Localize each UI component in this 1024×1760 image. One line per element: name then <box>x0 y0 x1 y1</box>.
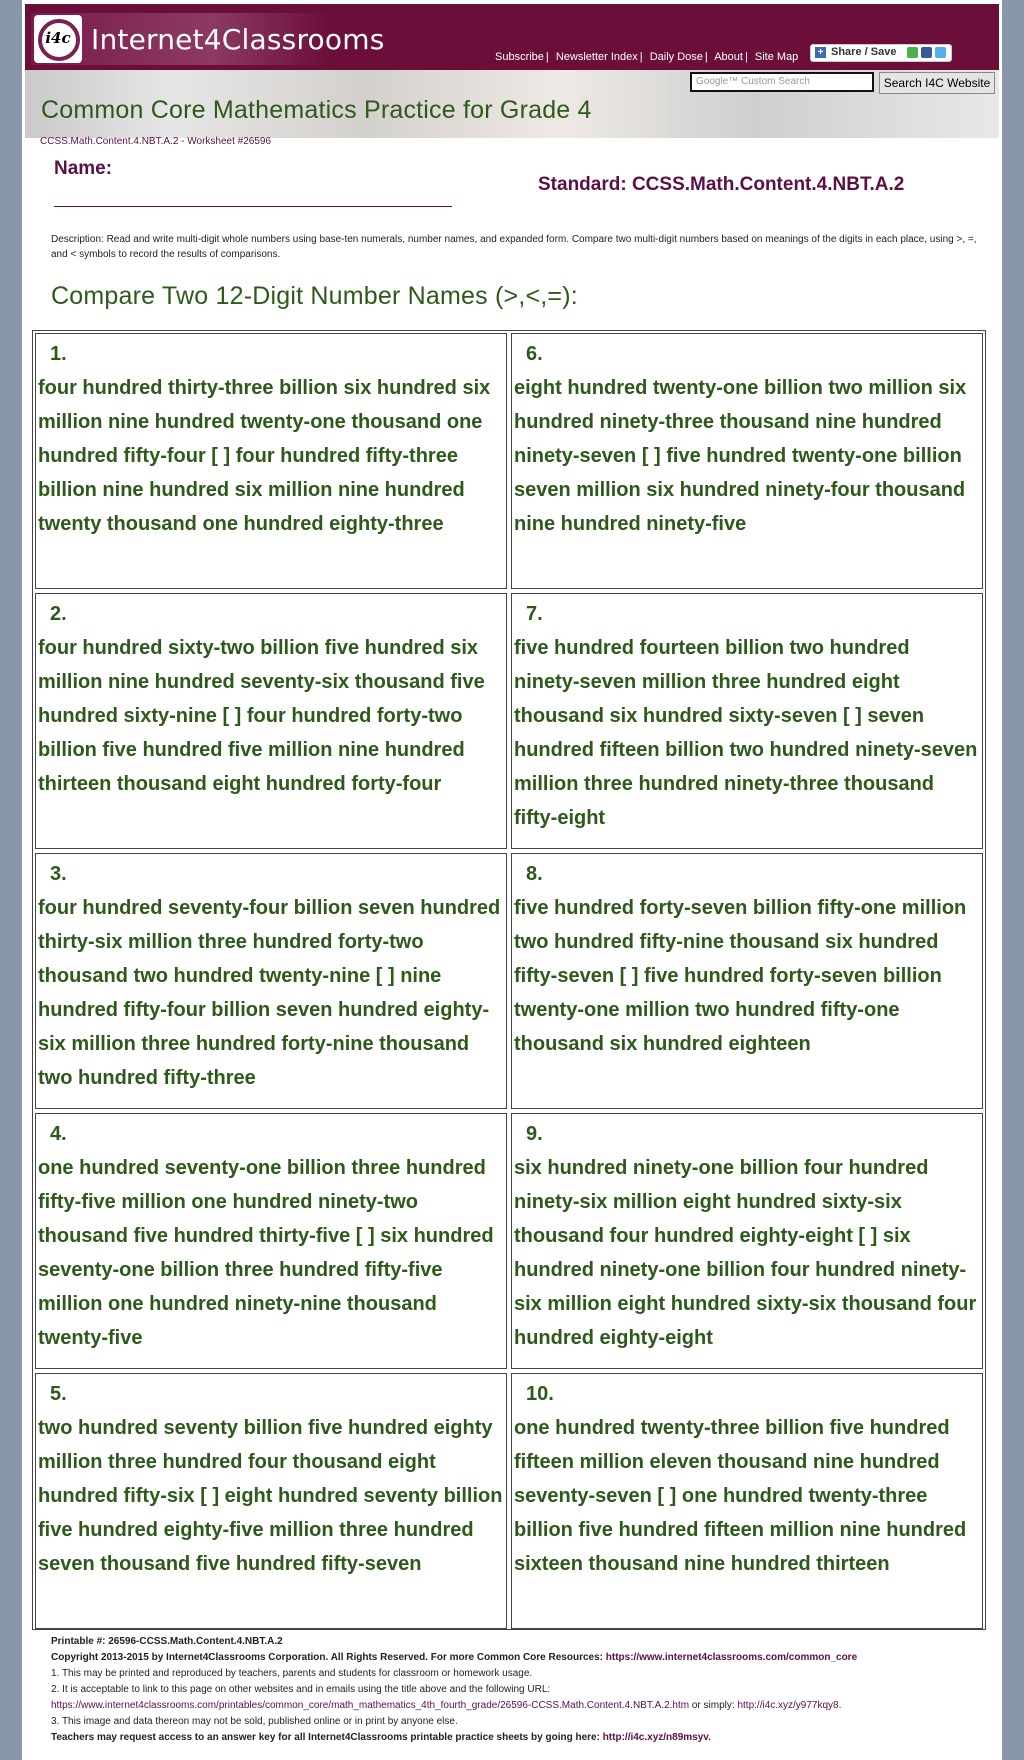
site-logo[interactable] <box>31 13 385 65</box>
search-input[interactable] <box>690 72 874 92</box>
problem-number: 6. <box>526 343 543 365</box>
usage-note-3: 3. This image and data thereon may not be sold, published online or in print by anyone else. <box>51 1716 458 1727</box>
breadcrumb: CCSS.Math.Content.4.NBT.A.2 - Worksheet #26596 <box>40 136 272 147</box>
nav-subscribe[interactable]: Subscribe <box>495 51 544 63</box>
search-placeholder: Google™ Custom Search <box>696 76 810 87</box>
problem-number: 8. <box>526 863 543 885</box>
footer <box>51 1634 991 1746</box>
problem-text: four hundred thirty-three billion six hundred six million nine hundred twenty-one thousand one hundred fifty-four [ ] four hundred fifty-three billion nine hundred six million nine hundred twenty thousand one hundred eighty-three <box>38 377 491 535</box>
page-title: Common Core Mathematics Practice for Grade 4 <box>41 96 592 124</box>
share-save-button[interactable] <box>810 44 952 62</box>
problem-cell <box>511 1373 983 1629</box>
worksheet-heading: Compare Two 12-Digit Number Names (>,<,=): <box>51 282 578 310</box>
short-url-link[interactable]: http://i4c.xyz/y977kqy8. <box>737 1700 842 1711</box>
name-line <box>54 206 452 207</box>
problem-text: five hundred forty-seven billion fifty-one million two hundred fifty-nine thousand six hundred fifty-seven [ ] five hundred forty-seven billion twenty-one million two hundred fifty-one thousand six hundred eighteen <box>514 897 967 1055</box>
problem-number: 9. <box>526 1123 543 1145</box>
nav-about[interactable]: About <box>714 51 743 63</box>
problem-cell <box>35 333 507 589</box>
problem-text: one hundred twenty-three billion five hundred fifteen million eleven thousand nine hundred seventy-seven [ ] one hundred twenty-three billion five hundred fifteen million nine hundred sixteen thousand nine hundred thirteen <box>514 1417 967 1575</box>
logo-text: Internet4Classrooms <box>91 23 385 56</box>
printable-id: Printable #: 26596-CCSS.Math.Content.4.NBT.A.2 <box>51 1636 283 1647</box>
problem-number: 4. <box>50 1123 67 1145</box>
problem-cell <box>35 593 507 849</box>
worksheet-url-link[interactable]: https://www.internet4classrooms.com/printables/common_core/math_mathematics_4th_fourth_grade/26596-CCSS.Math.Content.4.NBT.A.2.htm <box>51 1700 690 1711</box>
usage-note-1: 1. This may be printed and reproduced by teachers, parents and students for classroom or homework usage. <box>51 1668 533 1679</box>
usage-note-2: 2. It is acceptable to link to this page on other websites and in emails using the title above and the following URL: <box>51 1684 551 1695</box>
banner <box>25 70 999 138</box>
share-label: Share / Save <box>831 46 897 58</box>
answer-key-text: Teachers may request access to an answer key for all Internet4Classrooms printable practice sheets by going here: <box>51 1732 600 1743</box>
problem-number: 3. <box>50 863 67 885</box>
twitter-icon[interactable] <box>935 47 946 58</box>
problem-cell <box>511 1113 983 1369</box>
problem-text: four hundred sixty-two billion five hundred six million nine hundred seventy-six thousand five hundred sixty-nine [ ] four hundred forty-two billion five hundred five million nine hundred thirteen thousand eight hundred forty-four <box>38 637 485 795</box>
problem-cell <box>511 853 983 1109</box>
problem-number: 10. <box>526 1383 554 1405</box>
description: Description: Read and write multi-digit whole numbers using base-ten numerals, number names, and expanded form. Compare two multi-digit numbers based on meanings of the digits in each place, using >, =, and < symbols to record the results of comparisons. <box>51 234 977 260</box>
problem-grid <box>32 330 986 1630</box>
copyright-text: Copyright 2013-2015 by Internet4Classrooms Corporation. All Rights Reserved. For more Common Core Resources: <box>51 1652 603 1663</box>
answer-key-line <box>51 1730 991 1746</box>
search-button[interactable]: Search I4C Website <box>879 72 995 94</box>
standard-label: Standard: CCSS.Math.Content.4.NBT.A.2 <box>538 174 905 195</box>
problem-cell <box>511 593 983 849</box>
problem-text: six hundred ninety-one billion four hundred ninety-six million eight hundred sixty-six thousand four hundred eighty-eight [ ] six hundred ninety-one billion four hundred ninety-six million eight hundred sixty-six thousand four hundred eighty-eight <box>514 1157 977 1349</box>
or-simply-text: or simply: <box>691 1700 735 1711</box>
problem-number: 7. <box>526 603 543 625</box>
logo-mark-icon: i4c <box>34 15 82 63</box>
answer-key-link[interactable]: http://i4c.xyz/n89msyv. <box>602 1732 711 1743</box>
site-header <box>25 4 999 70</box>
nav-newsletter-index[interactable]: Newsletter Index <box>555 51 638 63</box>
name-label: Name: <box>54 158 113 179</box>
page <box>22 0 1002 1760</box>
problem-text: two hundred seventy billion five hundred eighty million three hundred four thousand eight hundred fifty-six [ ] eight hundred seventy billion five hundred eighty-five million three hundred seven thousand five hundred fifty-seven <box>38 1417 503 1575</box>
email-share-icon[interactable] <box>907 47 918 58</box>
copyright-line <box>51 1650 991 1666</box>
problem-cell <box>35 1373 507 1629</box>
problem-text: five hundred fourteen billion two hundred ninety-seven million three hundred eight thousand six hundred sixty-seven [ ] seven hundred fifteen billion two hundred ninety-seven million three hundred ninety-three thousand fifty-eight <box>514 637 978 829</box>
problem-text: one hundred seventy-one billion three hundred fifty-five million one hundred ninety-two thousand five hundred thirty-five [ ] six hundred seventy-one billion three hundred fifty-five million one hundred ninety-nine thousand twenty-five <box>38 1157 494 1349</box>
problem-cell <box>35 853 507 1109</box>
problem-number: 1. <box>50 343 67 365</box>
problem-number: 5. <box>50 1383 67 1405</box>
common-core-link[interactable]: https://www.internet4classrooms.com/common_core <box>605 1652 858 1663</box>
facebook-icon[interactable] <box>921 47 932 58</box>
url-line <box>51 1698 991 1714</box>
problem-cell <box>35 1113 507 1369</box>
problem-cell <box>511 333 983 589</box>
top-nav: Subscribe | Newsletter Index | Daily Dose | About | Site Map <box>495 51 799 63</box>
problem-text: four hundred seventy-four billion seven hundred thirty-six million three hundred forty-two thousand two hundred twenty-nine [ ] nine hundred fifty-four billion seven hundred eighty-six million three hundred forty-nine thousand two hundred fifty-three <box>38 897 501 1089</box>
nav-daily-dose[interactable]: Daily Dose <box>649 51 703 63</box>
nav-site-map[interactable]: Site Map <box>754 51 799 63</box>
share-plus-icon: + <box>815 47 826 58</box>
problem-number: 2. <box>50 603 67 625</box>
problem-text: eight hundred twenty-one billion two million six hundred ninety-three thousand nine hundred ninety-seven [ ] five hundred twenty-one billion seven million six hundred ninety-four thousand nine hundred ninety-five <box>514 377 967 535</box>
